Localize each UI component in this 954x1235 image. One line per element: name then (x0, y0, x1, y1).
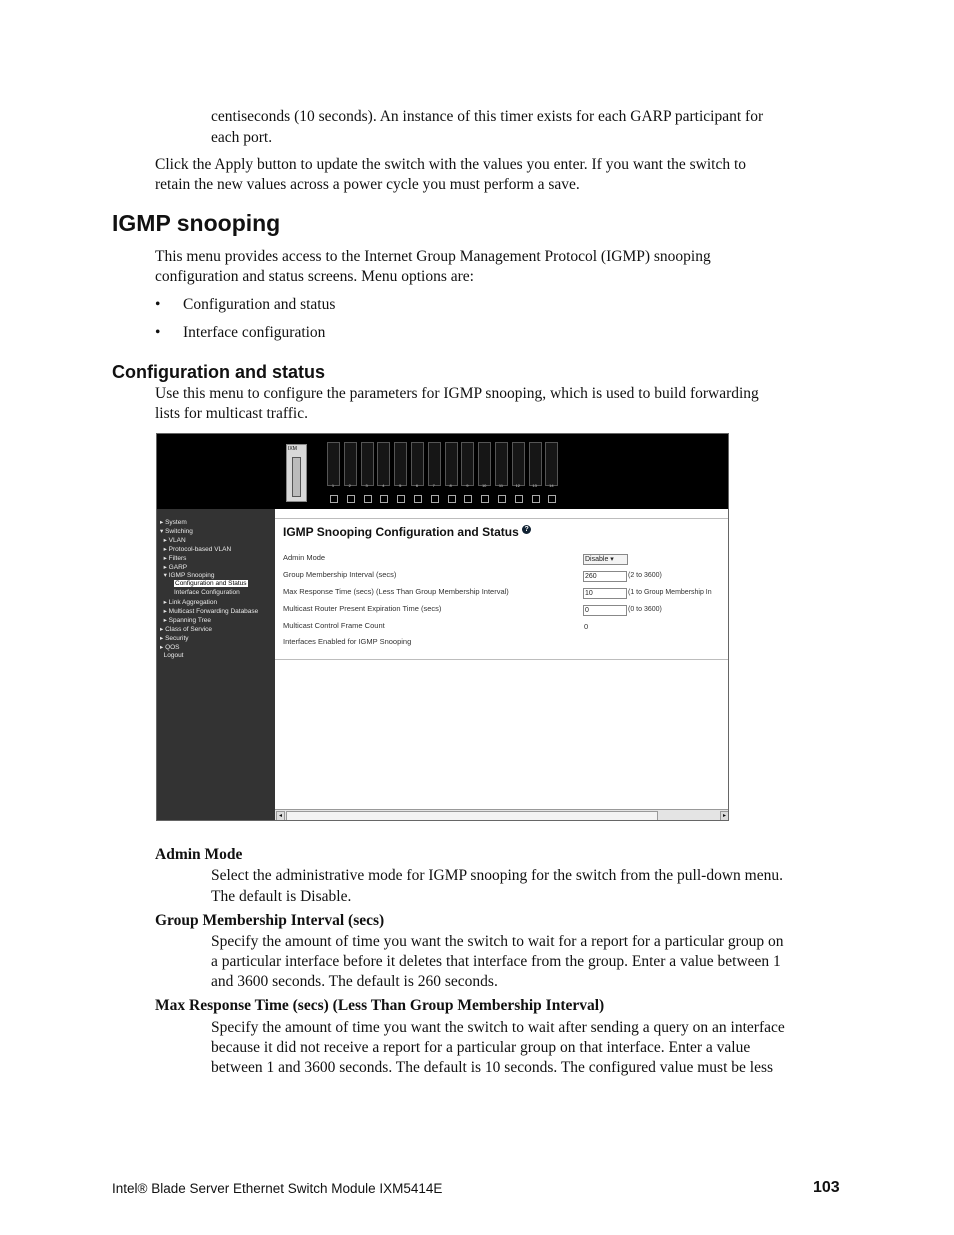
scroll-left-icon[interactable]: ◂ (276, 811, 285, 821)
bullet-icon: • (155, 296, 161, 313)
nav-item[interactable]: ▸ Link Aggregation (160, 599, 218, 607)
blade-slot-number: 8 (449, 483, 452, 488)
help-icon[interactable]: ? (522, 525, 531, 534)
nav-item[interactable]: ▸ GARP (160, 563, 188, 571)
term-max-response-desc-3: between 1 and 3600 seconds. The default is 10 seconds. The configured value must be less (211, 1059, 774, 1076)
nav-item[interactable]: ▸ Protocol-based VLAN (160, 545, 232, 553)
blade-slot (344, 442, 357, 486)
switch-module-ports (292, 457, 301, 497)
blade-slot (327, 442, 340, 486)
subsection-heading: Configuration and status (112, 362, 325, 382)
scroll-right-icon[interactable]: ▸ (720, 811, 729, 821)
slot-led-icon (431, 495, 439, 503)
blade-slot (495, 442, 508, 486)
blade-slot-number: 2 (348, 483, 351, 488)
blade-slot-number: 3 (365, 483, 368, 488)
nav-item[interactable]: ▸ Spanning Tree (160, 616, 211, 624)
nav-item[interactable]: Logout (160, 651, 184, 659)
blade-slot (377, 442, 390, 486)
blade-slot (411, 442, 424, 486)
term-admin-mode-desc-2: The default is Disable. (211, 888, 352, 905)
slot-led-icon (515, 495, 523, 503)
nav-item[interactable]: Configuration and Status (175, 580, 247, 588)
intro-line-2: each port. (211, 129, 273, 146)
nav-item[interactable]: ▸ Class of Service (160, 625, 213, 633)
nav-item[interactable]: ▸ System (160, 519, 187, 526)
horizontal-scrollbar[interactable] (275, 809, 729, 821)
nav-item[interactable]: ▸ QOS (160, 643, 180, 651)
blade-slot-number: 10 (481, 483, 487, 488)
blade-slot (545, 442, 558, 486)
blade-slot (529, 442, 542, 486)
slot-led-icon (464, 495, 472, 503)
nav-item[interactable]: ▸ Filters (160, 554, 187, 562)
group-membership-input[interactable]: 260 (583, 571, 627, 582)
slot-led-icon (448, 495, 456, 503)
slot-led-icon (364, 495, 372, 503)
admin-mode-label: Admin Mode (283, 553, 326, 562)
group-membership-hint: (2 to 3600) (628, 572, 662, 579)
section-heading: IGMP snooping (112, 210, 281, 236)
slot-led-icon (498, 495, 506, 503)
blade-slot (478, 442, 491, 486)
nav-item[interactable]: ▸ Security (160, 634, 189, 642)
panel-title: IGMP Snooping Configuration and Status ? (283, 525, 531, 539)
nav-item[interactable]: ▸ Multicast Forwarding Database (160, 608, 259, 615)
switch-chassis-header (157, 434, 729, 509)
blade-slot-number: 14 (549, 483, 554, 488)
router-expiration-hint: (0 to 3600) (628, 606, 662, 613)
blade-slot-number: 11 (498, 483, 504, 488)
blade-slot-number: 5 (399, 483, 402, 488)
bullet-text: Configuration and status (183, 296, 336, 313)
apply-paragraph-line-1: Click the Apply button to update the switch with the values you enter. If you want the switch to (155, 156, 747, 173)
scroll-thumb[interactable] (286, 811, 658, 821)
term-group-membership-desc-1: Specify the amount of time you want the switch to wait for a report for a particular group on (211, 933, 784, 950)
switch-module-label: IXM (288, 446, 297, 452)
term-max-response: Max Response Time (secs) (Less Than Group Membership Interval) (155, 997, 605, 1014)
term-group-membership-desc-2: a particular interface before it deletes that interface from the group. Enter a value between 1 (211, 953, 781, 970)
blade-slot (461, 442, 474, 486)
intro-line-1: centiseconds (10 seconds). An instance of this timer exists for each GARP participant for (211, 108, 764, 125)
blade-slot (428, 442, 441, 486)
section-desc-line-2: configuration and status screens. Menu options are: (155, 268, 474, 285)
blade-slot (512, 442, 525, 486)
router-expiration-input[interactable]: 0 (583, 605, 627, 616)
control-frame-count-label: Multicast Control Frame Count (283, 621, 385, 630)
blade-slot-number: 1 (331, 483, 335, 488)
slot-led-icon (532, 495, 540, 503)
panel-divider-bottom (275, 659, 729, 660)
term-max-response-desc-2: because it did not receive a report for a particular group on that interface. Enter a value (211, 1039, 751, 1056)
nav-item[interactable]: ▾ IGMP Snooping (160, 572, 215, 580)
subsection-desc-line-1: Use this menu to configure the parameters for IGMP snooping, which is used to build forwarding (155, 385, 759, 402)
blade-slot-number: 7 (432, 483, 435, 488)
nav-sidebar (157, 509, 275, 820)
slot-led-icon (481, 495, 489, 503)
term-admin-mode: Admin Mode (155, 846, 243, 863)
max-response-input[interactable]: 10 (583, 588, 627, 599)
nav-item[interactable]: ▾ Switching (160, 527, 193, 535)
control-frame-count-value: 0 (584, 622, 589, 631)
blade-slot-number: 13 (532, 483, 537, 488)
config-panel (275, 509, 729, 820)
section-desc-line-1: This menu provides access to the Internet Group Management Protocol (IGMP) snooping (155, 248, 711, 265)
bullet-icon: • (155, 324, 161, 341)
switch-module (286, 444, 307, 502)
slot-led-icon (330, 495, 338, 503)
admin-mode-select[interactable]: Disable ▾ (583, 554, 628, 565)
max-response-label: Max Response Time (secs) (Less Than Group Membership Interval) (283, 587, 509, 596)
term-group-membership-desc-3: and 3600 seconds. The default is 260 seconds. (211, 973, 498, 990)
blade-slot (361, 442, 374, 486)
slot-led-icon (397, 495, 405, 503)
term-group-membership: Group Membership Interval (secs) (155, 912, 385, 929)
blade-slot (394, 442, 407, 486)
bullet-text: Interface configuration (183, 324, 326, 341)
blade-slot-number: 4 (382, 483, 385, 488)
panel-divider-top (275, 518, 729, 519)
term-max-response-desc-1: Specify the amount of time you want the switch to wait after sending a query on an interface (211, 1019, 785, 1036)
nav-item[interactable]: Interface Configuration (174, 589, 240, 597)
footer-doc-title: Intel® Blade Server Ethernet Switch Module IXM5414E (112, 1181, 443, 1196)
group-membership-label: Group Membership Interval (secs) (283, 570, 397, 579)
igmp-screenshot (156, 433, 729, 821)
blade-slot (445, 442, 458, 486)
router-expiration-label: Multicast Router Present Expiration Time (secs) (283, 604, 442, 613)
subsection-desc-line-2: lists for multicast traffic. (155, 405, 308, 422)
slot-led-icon (380, 495, 388, 503)
slot-led-icon (414, 495, 422, 503)
apply-paragraph-line-2: retain the new values across a power cycle you must perform a save. (155, 176, 580, 193)
nav-item[interactable]: ▸ VLAN (160, 536, 186, 544)
slot-led-icon (548, 495, 556, 503)
blade-slot-number: 6 (415, 483, 419, 488)
page-number: 103 (813, 1179, 840, 1196)
max-response-hint: (1 to Group Membership In (628, 589, 712, 596)
blade-slot-number: 12 (515, 483, 521, 488)
interfaces-enabled-label: Interfaces Enabled for IGMP Snooping (283, 637, 412, 646)
term-admin-mode-desc-1: Select the administrative mode for IGMP snooping for the switch from the pull-down menu. (211, 867, 783, 884)
blade-slot-number: 9 (466, 483, 469, 488)
slot-led-icon (347, 495, 355, 503)
